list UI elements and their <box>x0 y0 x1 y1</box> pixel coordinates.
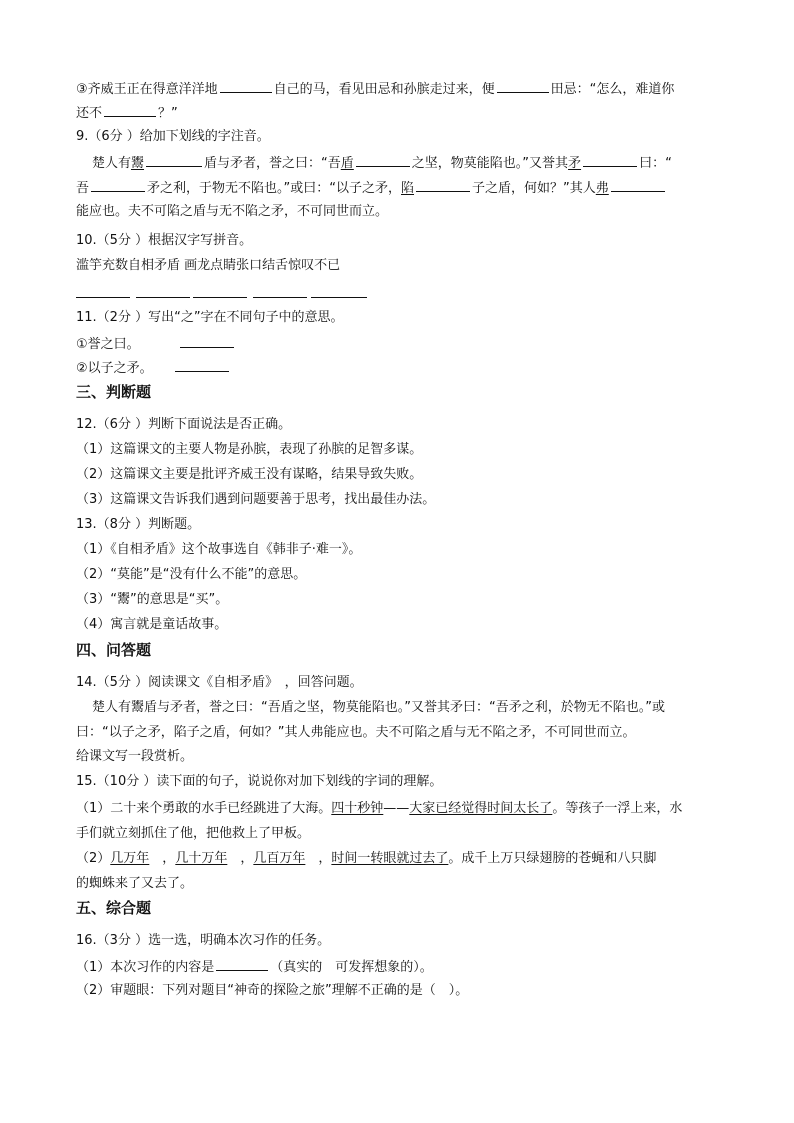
underlined-phrase: 大家已经觉得时间太长了 <box>409 801 553 816</box>
text: 之坚，物莫能陷也。”又誉其 <box>411 156 569 171</box>
q9-title: 9.（6分 ）给加下划线的字注音。 <box>76 129 270 144</box>
pinyin-blank[interactable] <box>253 297 307 298</box>
answer-blank[interactable] <box>356 153 410 167</box>
q15-title: 15.（10分 ）读下面的句子，说说你对加下划线的字词的理解。 <box>76 774 443 789</box>
q15-sentence-2 <box>76 850 656 868</box>
text: 楚人有 <box>92 156 132 171</box>
q15-sentence-2-cont: 的蜘蛛来了又去了。 <box>76 876 194 891</box>
underlined-phrase: 时间一转眼就过去了 <box>331 851 449 866</box>
answer-blank[interactable] <box>104 103 156 117</box>
q16-item-1 <box>76 957 433 977</box>
q9-passage-line-1 <box>92 153 672 173</box>
q12-item: （2）这篇课文主要是批评齐威王没有谋略，结果导致失败。 <box>76 467 423 482</box>
q11-title: 11.（2分 ）写出“之”字在不同句子中的意思。 <box>76 310 344 325</box>
answer-blank[interactable] <box>180 334 234 348</box>
text: 矛之利，于物无不陷也。”或曰：“以子之矛， <box>147 181 401 196</box>
text: ， <box>149 851 176 866</box>
q9-passage-line-3: 能应也。夫不可陷之盾与无不陷之矛，不可同世而立。 <box>76 204 389 219</box>
q9-passage-line-2 <box>76 178 667 198</box>
answer-blank[interactable] <box>91 178 145 192</box>
q11-item-1 <box>76 334 236 354</box>
underlined-char: 矛 <box>568 156 582 171</box>
text: ？” <box>158 106 178 121</box>
answer-blank[interactable] <box>220 79 272 93</box>
q16-title: 16.（3分 ）选一选，明确本次习作的任务。 <box>76 933 331 948</box>
underlined-char: 弗 <box>595 181 609 196</box>
pinyin-blank[interactable] <box>76 297 130 298</box>
text: ， <box>305 851 332 866</box>
section-heading-comprehensive: 五、综合题 <box>76 899 152 917</box>
text: 还不 <box>76 106 103 121</box>
q10-title: 10.（5分 ）根据汉字写拼音。 <box>76 233 253 248</box>
text: 曰：“ <box>639 156 672 171</box>
q10-words: 滥竽充数自相矛盾 画龙点睛张口结舌惊叹不已 <box>76 258 341 273</box>
text: 子之盾，何如？”其人 <box>472 181 596 196</box>
underlined-phrase: 几百万年 <box>253 851 306 866</box>
q14-prompt: 给课文写一段赏析。 <box>76 749 194 764</box>
text: 。成千上万只绿翅膀的苍蝇和八只脚 <box>448 851 657 866</box>
q12-item: （1）这篇课文的主要人物是孙膑，表现了孙膑的足智多谋。 <box>76 442 423 457</box>
answer-blank[interactable] <box>497 79 549 93</box>
answer-blank[interactable] <box>175 358 229 372</box>
pinyin-blank[interactable] <box>311 297 367 298</box>
text: ， <box>227 851 254 866</box>
text: （1）本次习作的内容是 <box>76 960 215 975</box>
text: —— <box>383 801 410 816</box>
text: 盾与矛者，誉之曰：“吾 <box>204 156 341 171</box>
q13-item: （3）“鬻”的意思是“买”。 <box>76 592 229 607</box>
q15-sentence-1 <box>76 800 682 818</box>
q12-title: 12.（6分 ）判断下面说法是否正确。 <box>76 417 292 432</box>
underlined-char: 陷 <box>401 181 415 196</box>
q14-passage-line-2: 曰：“以子之矛，陷子之盾，何如？”其人弗能应也。夫不可陷之盾与无不陷之矛，不可同世而立。 <box>76 725 636 740</box>
q13-title: 13.（8分 ）判断题。 <box>76 517 201 532</box>
section-heading-judgement: 三、判断题 <box>76 383 152 401</box>
text: （1）二十来个勇敢的水手已经跳进了大海。 <box>76 801 332 816</box>
pinyin-blank[interactable] <box>136 297 190 298</box>
answer-blank[interactable] <box>583 153 637 167</box>
underlined-phrase: 四十秒钟 <box>331 801 384 816</box>
q13-item: （1）《自相矛盾》这个故事选自《韩非子·难一》。 <box>76 542 362 557</box>
text: ②以子之矛。 <box>76 361 153 376</box>
pinyin-blank[interactable] <box>193 297 247 298</box>
underlined-char: 盾 <box>340 156 354 171</box>
text: （真实的 可发挥想象的）。 <box>270 960 433 975</box>
q15-sentence-1-cont: 手们就立刻抓住了他，把他救上了甲板。 <box>76 826 311 841</box>
text: 田忌：“怎么，难道你 <box>550 82 675 97</box>
q14-passage-line-1: 楚人有鬻盾与矛者，誉之曰：“吾盾之坚，物莫能陷也。”又誉其矛曰：“吾矛之利，於物无不陷也。”或 <box>92 700 665 715</box>
text: 。等孩子一浮上来，水 <box>552 801 683 816</box>
text: 自己的马，看见田忌和孙膑走过来，便 <box>273 82 495 97</box>
answer-blank[interactable] <box>611 178 665 192</box>
q8-blank-line-2 <box>76 103 178 123</box>
q8-blank-line-1 <box>76 79 674 99</box>
text: ③齐威王正在得意洋洋地 <box>76 82 218 97</box>
text: 吾 <box>76 181 90 196</box>
underlined-phrase: 几万年 <box>110 851 150 866</box>
underlined-char: 鬻 <box>131 156 145 171</box>
q14-title: 14.（5分 ）阅读课文《自相矛盾》 ，回答问题。 <box>76 675 363 690</box>
q13-item: （2）“莫能”是“没有什么不能”的意思。 <box>76 567 307 582</box>
underlined-phrase: 几十万年 <box>175 851 228 866</box>
text: ①誉之曰。 <box>76 337 140 352</box>
text: （2） <box>76 851 111 866</box>
section-heading-qa: 四、问答题 <box>76 641 152 659</box>
q16-item-2: （2）审题眼：下列对题目“神奇的探险之旅”理解不正确的是（ ）。 <box>76 983 469 998</box>
answer-blank[interactable] <box>146 153 202 167</box>
q11-item-2 <box>76 358 231 378</box>
answer-blank[interactable] <box>416 178 470 192</box>
q13-item: （4）寓言就是童话故事。 <box>76 617 228 632</box>
answer-blank[interactable] <box>216 957 268 971</box>
q12-item: （3）这篇课文告诉我们遇到问题要善于思考，找出最佳办法。 <box>76 492 436 507</box>
